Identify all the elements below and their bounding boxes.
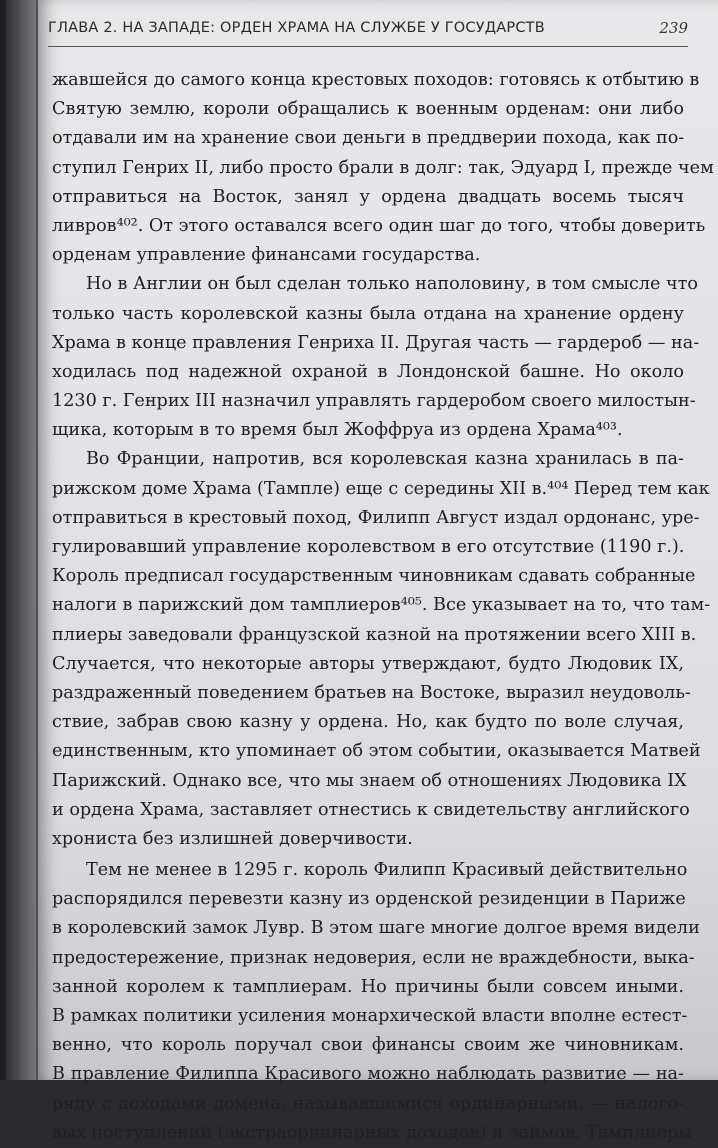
book-page (38, 0, 718, 1143)
text-line: венно, что король поручал свои финансы своим же чиновникам. (52, 1035, 684, 1056)
text-line: только часть королевской казны была отдана на хранение ордену (52, 303, 684, 324)
text-line: единственным, кто упоминает об этом событии, оказывается Матвей (52, 741, 701, 762)
text-line: и ордена Храма, заставляет отнестись к свидетельству английского (52, 799, 690, 820)
text-line: Святую землю, короли обращались к военным орденам: они либо (52, 99, 684, 120)
text-line: вых поступлений (экстраординарных доходов) и займов. Тамплиеры (52, 1122, 693, 1143)
text-line: В рамках политики усиления монархической власти вполне естест- (52, 1006, 688, 1026)
text-line: ливров⁴⁰². От этого оставался всего один шаг до того, чтобы доверить (52, 215, 706, 236)
text-line: распорядился перевезти казну из орденской резиденции в Париже (52, 889, 686, 910)
text-line: жавшейся до самого конца крестовых походов: готовясь к отбытию в (52, 70, 700, 90)
paragraph-start-line: Но в Англии он был сделан только наполовину, в том смысле что (86, 274, 698, 295)
running-header (48, 16, 688, 47)
text-line: рижском доме Храма (Тампле) еще с середины XII в.⁴⁰⁴ Перед тем как (52, 478, 710, 499)
body-text (52, 66, 714, 1148)
text-line: Король предписал государственным чиновникам сдавать собранные (52, 566, 696, 587)
paragraph-start-line: Во Франции, напротив, вся королевская казна хранилась в па- (86, 449, 684, 470)
text-line: Парижский. Однако все, что мы знаем об отношениях Людовика IX (52, 770, 687, 791)
chapter-title: ГЛАВА 2. НА ЗАПАДЕ: ОРДЕН ХРАМА НА СЛУЖБЕ У ГОСУДАРСТВ (48, 20, 545, 36)
text-line: раздраженный поведением братьев на Востоке, выразил неудоволь- (52, 682, 691, 703)
text-line: отправиться на Восток, занял у ордена двадцать восемь тысяч (52, 186, 684, 207)
text-line: ствие, забрав свою казну у ордена. Но, как будто по воле случая, (52, 712, 684, 733)
text-line: в королевский замок Лувр. В этом шаге многие долгое время видели (52, 918, 700, 939)
text-line: ряду с доходами домена, называвшимися ординарными, — налого- (52, 1093, 684, 1114)
previous-page-edge (6, 0, 36, 1080)
text-line: занной королем к тамплиерам. Но причины были совсем иными. (52, 976, 684, 997)
text-line: налоги в парижский дом тамплиеров⁴⁰⁵. Все указывает на то, что там- (52, 595, 711, 616)
text-line: Случается, что некоторые авторы утверждают, будто Людовик IX, (52, 653, 684, 674)
page-number: 239 (659, 19, 688, 37)
text-line: отправиться в крестовый поход, Филипп Август издал ордонанс, уре- (52, 507, 700, 528)
text-line: В правление Филиппа Красивого можно наблюдать развитие — на- (52, 1064, 684, 1085)
text-line: ступил Генрих II, либо просто брали в долг: так, Эдуард I, прежде чем (52, 157, 714, 178)
text-line: отдавали им на хранение свои деньги в преддверии похода, как по- (52, 128, 685, 149)
text-line: предостережение, признак недоверия, если не враждебности, выка- (52, 947, 695, 968)
paragraph-start-line: Тем не менее в 1295 г. король Филипп Красивый действительно (86, 860, 688, 881)
text-line: ходилась под надежной охраной в Лондонской башне. Но около (52, 361, 684, 382)
text-line: 1230 г. Генрих III назначил управлять гардеробом своего милостын- (52, 391, 696, 412)
text-line: щика, которым в то время был Жоффруа из ордена Храма⁴⁰³. (52, 420, 623, 441)
text-line: Храма в конце правления Генриха II. Другая часть — гардероб — на- (52, 332, 700, 353)
text-line: гулировавший управление королевством в его отсутствие (1190 г.). (52, 537, 685, 557)
text-line: плиеры заведовали французской казной на протяжении всего XIII в. (52, 624, 697, 645)
text-line: хрониста без излишней доверчивости. (52, 828, 413, 849)
text-line: орденам управление финансами государства. (52, 245, 481, 266)
